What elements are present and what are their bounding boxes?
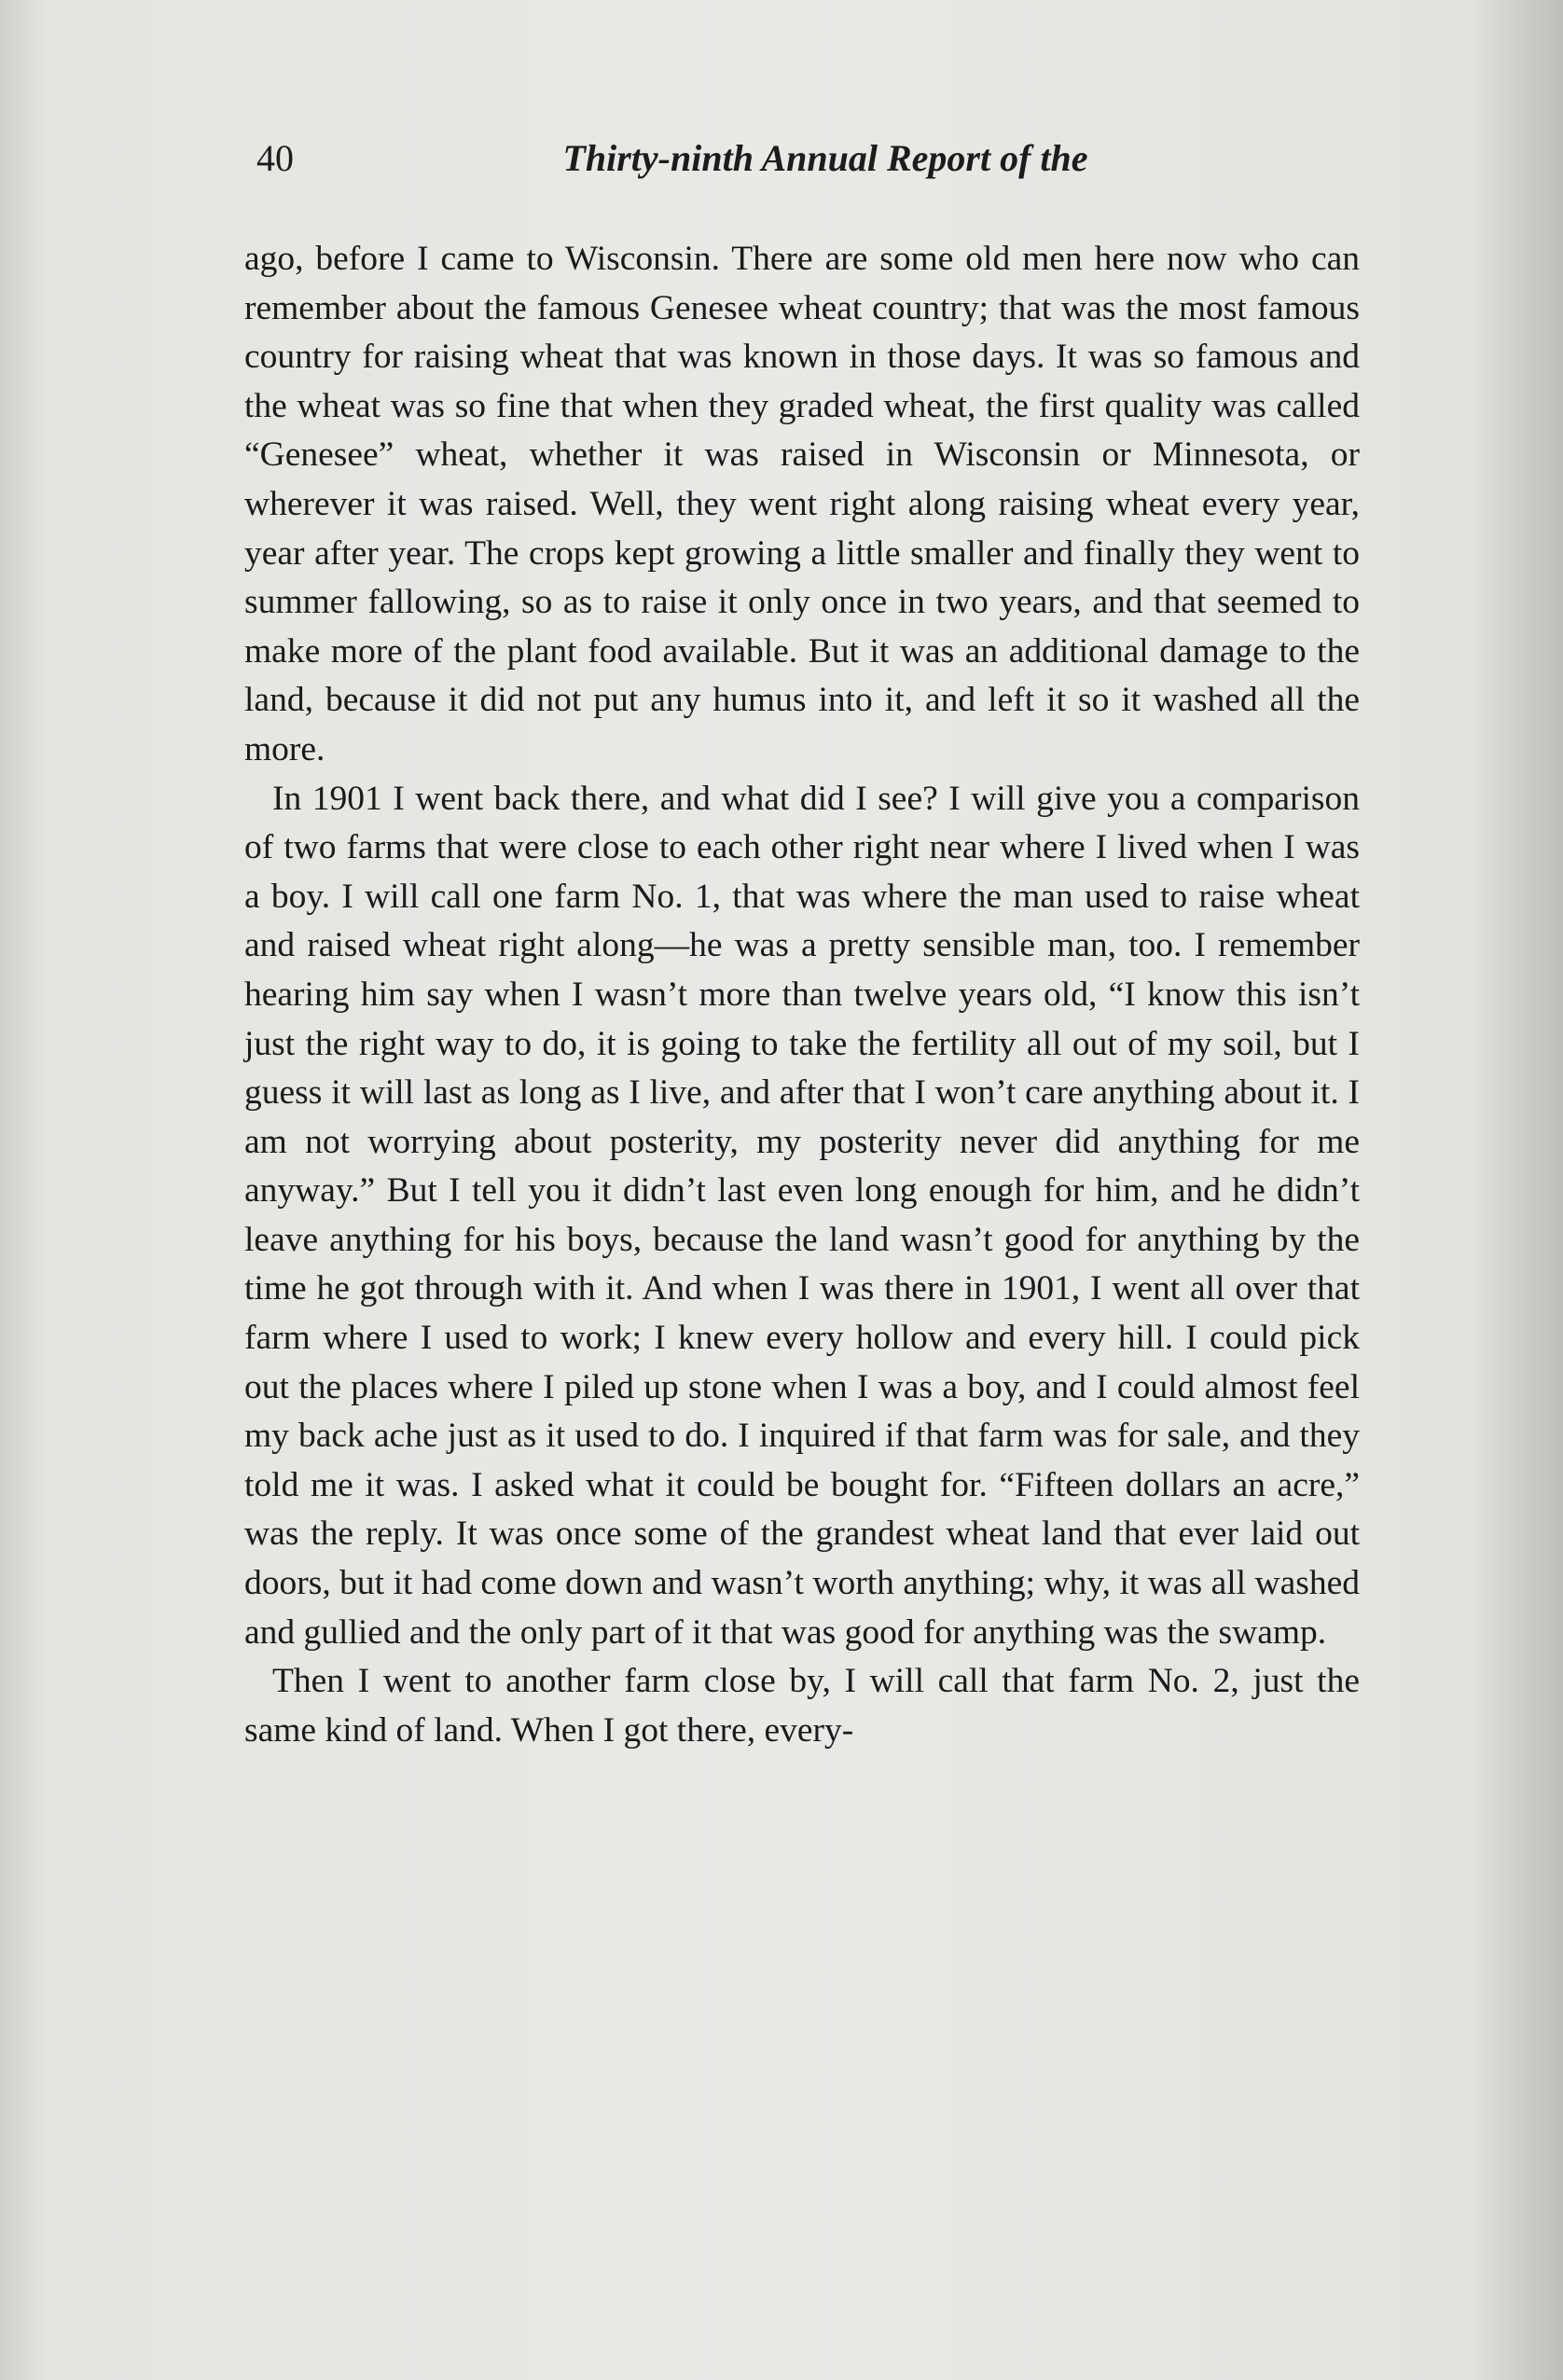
running-title: Thirty-ninth Annual Report of the: [562, 137, 1088, 179]
page-number: 40: [256, 137, 294, 179]
body-text: [244, 235, 1360, 1755]
paragraph-continued: ago, before I came to Wisconsin. There are some old men here now who can remember about the famous Genesee wheat country; that was the most famous country for raising wheat that was known in those days. It was so famous and the wheat was so fine that when they graded wheat, the first quality was called “Genesee” wheat, whether it was raised in Wisconsin or Minnesota, or wherever it was raised. Well, they went right along raising wheat every year, year after year. The crops kept growing a little smaller and finally they went to summer fallowing, so as to raise it only once in two years, and that seemed to make more of the plant food available. But it was an additional damage to the land, because it did not put any humus into it, and left it so it washed all the more.: [244, 240, 1360, 768]
page-header: [256, 131, 1357, 187]
paragraph-1901-visit: In 1901 I went back there, and what did I see? I will give you a comparison of two farms that were close to each other right near where I lived when I was a boy. I will call one farm No. 1, that was where the man used to raise wheat and raised wheat right along—he was a pretty sensible man, too. I remember hearing him say when I wasn’t more than twelve years old, “I know this isn’t just the right way to do, it is going to take the fertility all out of my soil, but I guess it will last as long as I live, and after that I won’t care anything about it. I am not worrying about posterity, my posterity never did anything for me anyway.” But I tell you it didn’t last even long enough for him, and he didn’t leave anything for his boys, because the land wasn’t good for anything by the time he got through with it. And when I was there in 1901, I went all over that farm where I used to work; I knew every hollow and every hill. I could pick out the places where I piled up stone when I was a boy, and I could almost feel my back ache just as it used to do. I inquired if that farm was for sale, and they told me it was. I asked what it could be bought for. “Fifteen dollars an acre,” was the reply. It was once some of the grandest wheat land that ever laid out doors, but it had come down and wasn’t worth anything; why, it was all washed and gullied and the only part of it that was good for anything was the swamp.: [244, 779, 1360, 1652]
paragraph-farm-no-2: Then I went to another farm close by, I will call that farm No. 2, just the same kind of land. When I got there, every-: [244, 1662, 1360, 1750]
